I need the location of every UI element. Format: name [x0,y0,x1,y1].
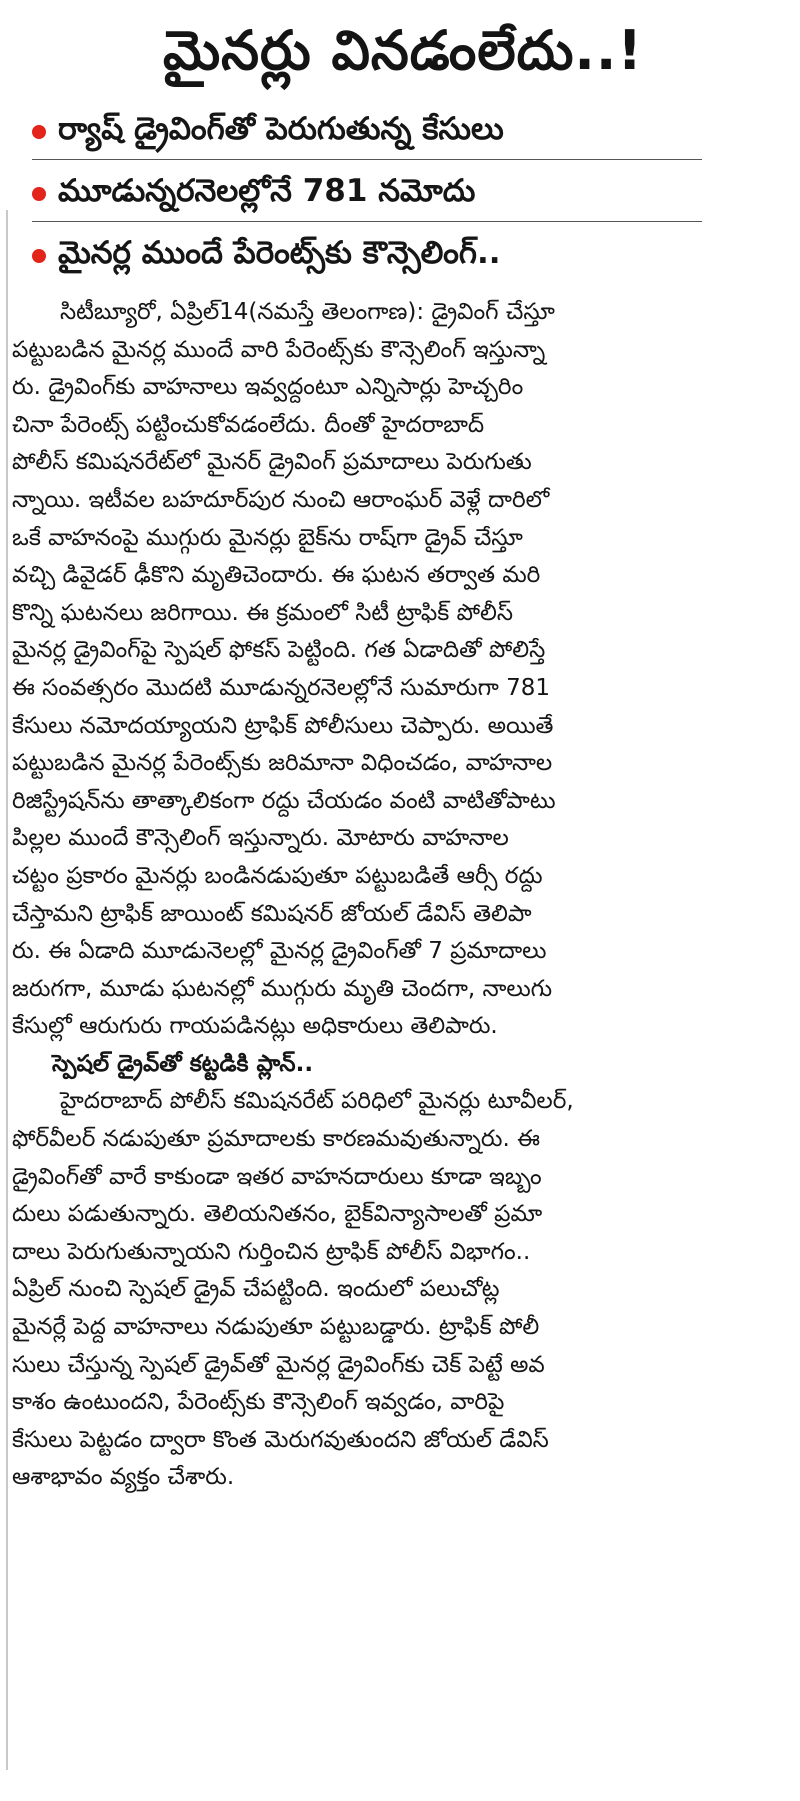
text-line: కేసులు పెట్టడం ద్వారా కొంత మెరుగవుతుందని జోయల్ డేవిస్ [12,1426,549,1453]
text-line: సులు చేస్తున్న స్పెషల్ డ్రైవ్‌తో మైనర్ల డ్రైవింగ్‌కు చెక్ పెట్టే అవ [12,1351,545,1378]
text-line: ఏప్రిల్ నుంచి స్పెషల్ డ్రైవ్ చేపట్టింది. ఇందులో పలుచోట్ల [12,1276,500,1303]
subheadline-item [32,222,702,284]
text-line: న్నాయి. ఇటీవల బహదూర్‌పుర నుంచి ఆరాంఘర్ వెళ్లే దారిలో [12,486,550,513]
text-line: చట్టం ప్రకారం మైనర్లు బండినడుపుతూ పట్టుబడితే ఆర్సీ రద్దు [12,862,543,889]
red-bullet-icon [32,187,46,201]
text-line: వచ్చి డివైడర్ ఢీకొని మృతిచెందారు. ఈ ఘటన తర్వాత మరి [12,562,541,589]
red-bullet-icon [32,249,46,263]
red-bullet-icon [32,125,46,139]
text-line: జరుగగా, మూడు ఘటనల్లో ముగ్గురు మృతి చెందగా, నాలుగు [12,975,553,1002]
text-line: కాశం ఉంటుందని, పేరెంట్స్‌కు కౌన్సెలింగ్ ఇవ్వడం, వారిపై [12,1389,505,1416]
text-line: చేస్తామని ట్రాఫిక్ జాయింట్ కమిషనర్ జోయల్ డేవిస్ తెలిపా [12,900,532,927]
text-line: మైనర్లే పెద్ద వాహనాలు నడుపుతూ పట్టుబడ్డారు. ట్రాఫిక్ పోలీ [12,1314,540,1341]
article-body [12,294,766,1497]
subheadline-item [32,160,702,222]
paragraph-1 [12,294,766,1046]
text-line: పోలీస్ కమిషనరేట్‌లో మైనర్ డ్రైవింగ్ ప్రమాదాలు పెరుగుతు [12,449,532,476]
text-line: సిటీబ్యూరో, ఏప్రిల్14(నమస్తే తెలంగాణ): డ్రైవింగ్ చేస్తూ [60,299,555,325]
text-line: ఫోర్‌వీలర్ నడుపుతూ ప్రమాదాలకు కారణమవుతున్నారు. ఈ [12,1126,540,1153]
text-line: హైదరాబాద్ పోలీస్ కమిషనరేట్ పరిధిలో మైనర్లు టూవీలర్, [60,1088,574,1115]
text-line: దులు పడుతున్నారు. తెలియనితనం, బైక్‌విన్యాసాలతో ప్రమా [12,1201,543,1228]
text-line: కేసులు నమోదయ్యాయని ట్రాఫిక్ పోలీసులు చెప్పారు. అయితే [12,712,554,739]
text-line: కేసుల్లో ఆరుగురు గాయపడినట్లు అధికారులు తెలిపారు. [12,1013,498,1040]
subheadline-item [32,98,702,160]
subheadline-text: ర్యాష్ డ్రైవింగ్‌తో పెరుగుతున్న కేసులు [58,110,504,147]
subheadline-text: మూడున్నరనెలల్లోనే 781 నమోదు [58,172,476,209]
text-line: మైనర్ల డ్రైవింగ్‌పై స్పెషల్ ఫోకస్ పెట్టింది. గత ఏడాదితో పోలిస్తే [12,637,546,664]
text-line: కొన్ని ఘటనలు జరిగాయి. ఈ క్రమంలో సిటీ ట్రాఫిక్ పోలీస్ [12,599,514,626]
text-line: రిజిస్ట్రేషన్‌ను తాత్కాలికంగా రద్దు చేయడం వంటి వాటితోపాటు [12,787,556,814]
text-line: పిల్లల ముందే కౌన్సెలింగ్ ఇస్తున్నారు. మోటారు వాహనాల [12,825,509,852]
text-line: డ్రైవింగ్‌తో వారే కాకుండా ఇతర వాహనదారులు కూడా ఇబ్బం [12,1163,542,1190]
text-line: ఒకే వాహనంపై ముగ్గురు మైనర్లు బైక్‌ను రాష్‌గా డ్రైవ్ చేస్తూ [12,524,523,551]
text-line: రు. ఈ ఏడాది మూడునెలల్లో మైనర్ల డ్రైవింగ్‌తో 7 ప్రమాదాలు [12,938,547,965]
headline: మైనర్లు వినడంలేదు..! [162,19,644,82]
text-line: ఈ సంవత్సరం మొదటి మూడున్నరనెలల్లోనే సుమారుగా 781 [12,674,550,701]
text-line: రు. డ్రైవింగ్‌కు వాహనాలు ఇవ్వద్దంటూ ఎన్నిసార్లు హెచ్చరిం [12,374,524,401]
paragraph-2 [12,1083,766,1497]
text-line: ఆశాభావం వ్యక్తం చేశారు. [12,1464,235,1491]
subsection-heading: స్పెషల్ డ్రైవ్‌తో కట్టడికి ప్లాన్.. [52,1050,314,1077]
column-edge-rule [6,210,8,1770]
text-line: పట్టుబడిన మైనర్ల ముందే వారి పేరెంట్స్‌కు కౌన్సెలింగ్ ఇస్తున్నా [12,336,546,363]
text-line: దాలు పెరుగుతున్నాయని గుర్తించిన ట్రాఫిక్ పోలీస్ విభాగం.. [12,1238,531,1265]
text-line: పట్టుబడిన మైనర్ల పేరెంట్స్‌కు జరిమానా విధించడం, వాహనాల [12,750,553,777]
text-line: చినా పేరెంట్స్ పట్టించుకోవడంలేదు. దీంతో హైదరాబాద్ [12,411,485,438]
subheadline-text: మైనర్ల ముందే పేరెంట్స్‌కు కౌన్సెలింగ్.. [58,235,501,271]
subheadline-list [32,98,702,284]
